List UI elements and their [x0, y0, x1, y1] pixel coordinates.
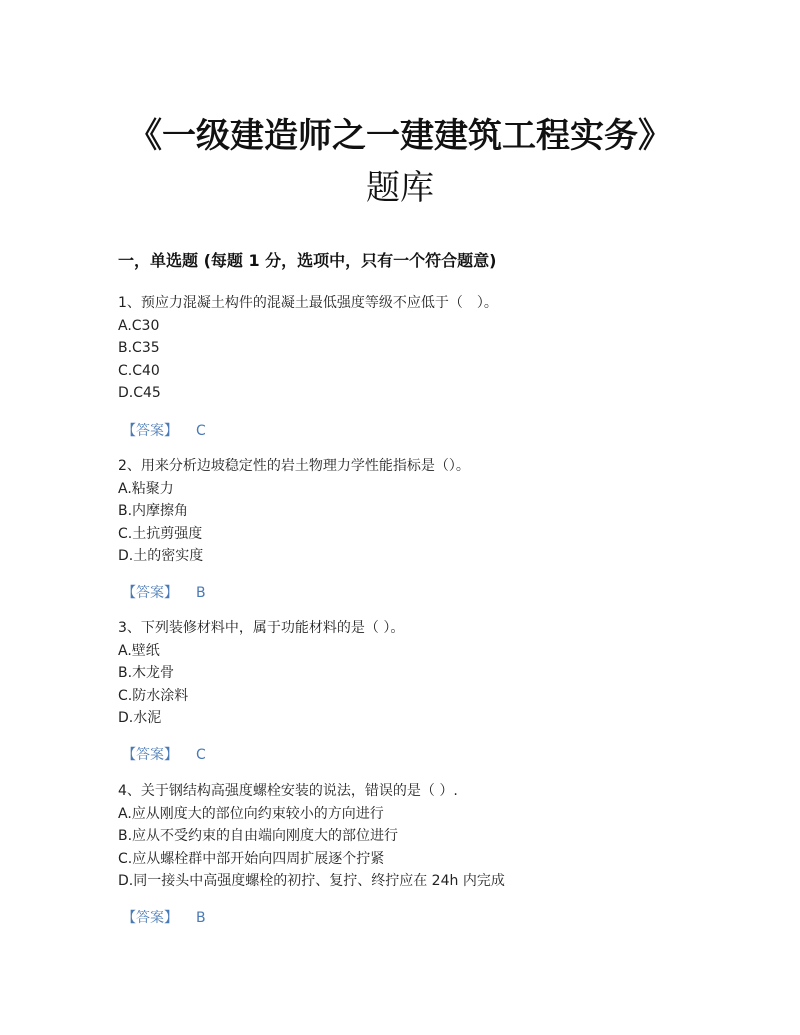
question-4: [118, 780, 758, 893]
question-stem: 1、预应力混凝土构件的混凝土最低强度等级不应低于（ ）。: [118, 295, 498, 311]
question-stem: 3、下列装修材料中，属于功能材料的是（ ）。: [118, 620, 405, 636]
option-d: D.C45: [118, 385, 161, 401]
answer-value: C: [196, 423, 206, 439]
option-b: B.木龙骨: [118, 665, 175, 681]
answer-label: 【答案】: [122, 585, 178, 601]
answer-4: [122, 907, 206, 927]
option-d: D.土的密实度: [118, 548, 204, 564]
document-title: 《一级建造师之一建建筑工程实务》: [128, 116, 672, 156]
option-b: B.C35: [118, 340, 160, 356]
question-stem: 2、用来分析边坡稳定性的岩土物理力学性能指标是（）。: [118, 458, 470, 474]
section-heading: 一，单选题 (每题 1 分，选项中，只有一个符合题意): [118, 251, 497, 270]
question-3: [118, 617, 758, 730]
option-a: A.C30: [118, 317, 160, 334]
answer-label: 【答案】: [122, 910, 178, 926]
option-c: C.防水涂料: [118, 687, 189, 704]
option-a: A.应从刚度大的部位向约束较小的方向进行: [118, 805, 384, 822]
document-subtitle: 题库: [366, 168, 434, 208]
question-2: [118, 455, 758, 568]
answer-value: B: [196, 910, 206, 926]
option-c: C.土抗剪强度: [118, 525, 203, 542]
answer-value: C: [196, 747, 206, 763]
answer-3: [122, 744, 206, 764]
option-a: A.壁纸: [118, 642, 160, 659]
answer-2: [122, 582, 206, 602]
option-b: B.内摩擦角: [118, 503, 189, 519]
question-1: [118, 292, 758, 405]
option-d: D.同一接头中高强度螺栓的初拧、复拧、终拧应在 24h 内完成: [118, 873, 505, 889]
option-a: A.粘聚力: [118, 480, 174, 497]
option-d: D.水泥: [118, 710, 162, 726]
answer-value: B: [196, 585, 206, 601]
option-c: C.C40: [118, 362, 160, 379]
answer-1: [122, 420, 206, 440]
option-b: B.应从不受约束的自由端向刚度大的部位进行: [118, 828, 399, 844]
option-c: C.应从螺栓群中部开始向四周扩展逐个拧紧: [118, 850, 385, 867]
answer-label: 【答案】: [122, 747, 178, 763]
answer-label: 【答案】: [122, 423, 178, 439]
question-stem: 4、关于钢结构高强度螺栓安装的说法，错误的是（ ）.: [118, 783, 458, 799]
